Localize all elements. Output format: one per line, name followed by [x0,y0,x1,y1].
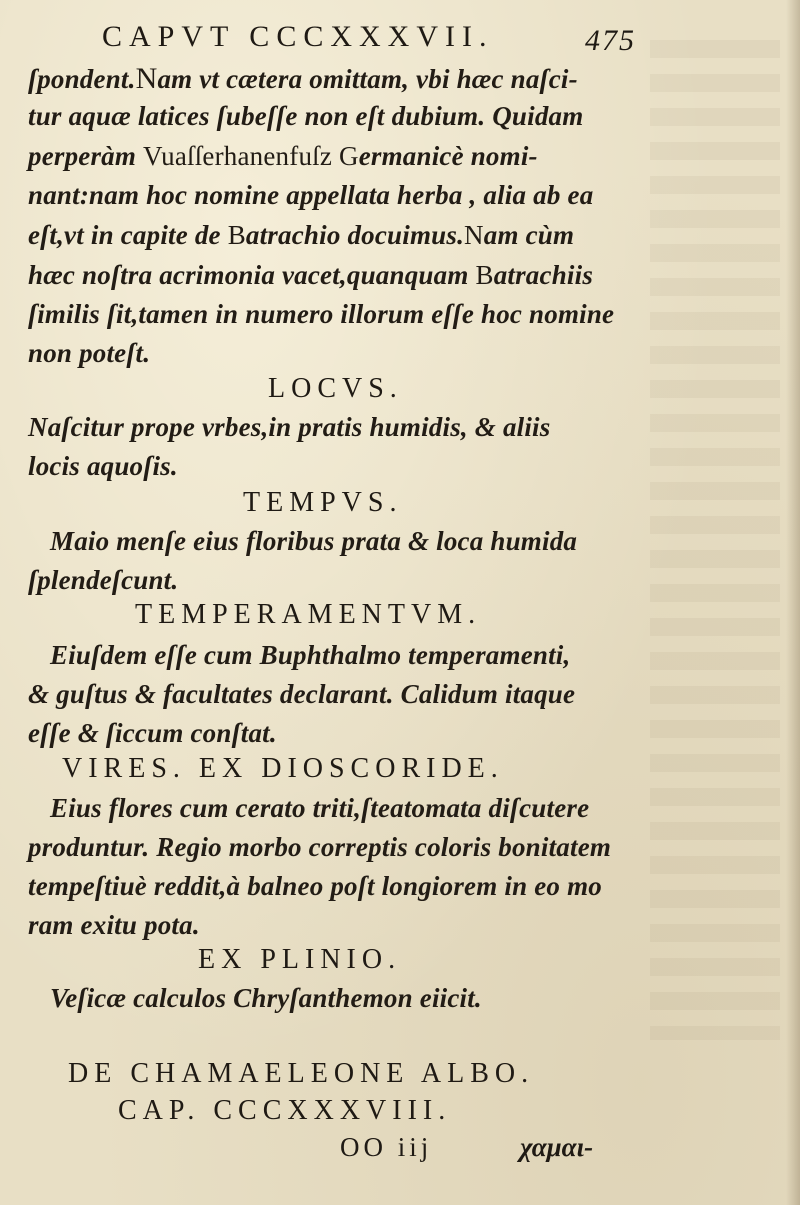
section-heading-vires: VIRES. EX DIOSCORIDE. [62,753,504,784]
text-segment: non poteſt. [28,338,151,368]
tempus-line-2: ſplendeſcunt. [28,565,179,595]
section-heading-plinio: EX PLINIO. [198,944,402,975]
next-chapter-subtitle: CAP. CCCXXXVIII. [118,1095,452,1126]
signature-mark: OO iij [340,1132,433,1162]
text-segment: ſpondent. [28,64,136,94]
catchword: χαμαι- [520,1132,594,1162]
temperamentum-line-1: Eiuſdem eſſe cum Buphthalmo temperamenti, [50,640,571,670]
text-segment: eſt,vt in capite de [28,220,228,250]
text-segment: N [464,220,484,250]
show-through-texture [650,40,780,1040]
temperamentum-line-3: eſſe & ſiccum conſtat. [28,718,277,748]
text-line-7 [28,299,614,330]
section-heading-temperamentum: TEMPERAMENTVM. [135,599,482,630]
locus-line-1: Naſcitur prope vrbes,in pratis humidis, & aliis [28,412,551,442]
text-segment: B [475,260,494,290]
text-line-1 [28,62,578,96]
text-segment: B [227,220,246,250]
text-line-2 [28,101,583,132]
section-heading-tempus: TEMPVS. [243,487,403,518]
text-line-8 [28,338,150,369]
locus-line-2: locis aquoſis. [28,451,178,481]
german-name: Vuaſſerhanenfuſz [143,141,333,171]
text-segment: am vt cætera omittam, vbi hæc naſci- [157,64,578,94]
temperamentum-line-2: & guſtus & facultates declarant. Calidum itaque [28,679,576,709]
text-segment: nant:nam hoc nomine appellata herba , alia ab ea [28,180,594,210]
text-segment: N [135,62,158,95]
text-segment: tur aquæ latices ſubeſſe non eſt dubium. Quidam [28,101,584,131]
running-header [0,18,800,58]
section-heading-locus: LOCVS. [268,373,403,404]
vires-line-2: produntur. Regio morbo correptis coloris bonitatem [28,832,612,862]
vires-line-3: tempeſtiuè reddit,à balneo poſt longiorem in eo mo [28,871,602,901]
text-segment: perperàm [28,141,144,171]
text-segment: am cùm [483,220,575,250]
text-line-3 [28,141,538,172]
page-number: 475 [585,24,636,57]
chapter-header-title: CAPVT CCCXXXVII. [102,20,494,53]
text-line-5 [28,220,574,251]
page-edge-shadow [786,0,800,1205]
text-segment: ermanicè nomi- [358,141,538,171]
text-segment: hæc noſtra acrimonia vacet,quanquam [28,260,476,290]
tempus-line-1: Maio menſe eius floribus prata & loca humida [50,526,578,556]
text-line-6 [28,260,593,291]
vires-line-1: Eius flores cum cerato triti,ſteatomata diſcutere [50,793,590,823]
next-chapter-title: DE CHAMAELEONE ALBO. [68,1058,535,1089]
text-line-4 [28,180,593,211]
text-segment: ſimilis ſit,tamen in numero illorum eſſe hoc nomine [28,299,615,329]
text-segment: atrachio docuimus. [245,220,465,250]
text-segment: atrachiis [493,260,594,290]
vires-line-4: ram exitu pota. [28,910,200,940]
text-segment: G [332,141,359,171]
plinio-line-1: Veſicæ calculos Chryſanthemon eiicit. [50,983,482,1013]
